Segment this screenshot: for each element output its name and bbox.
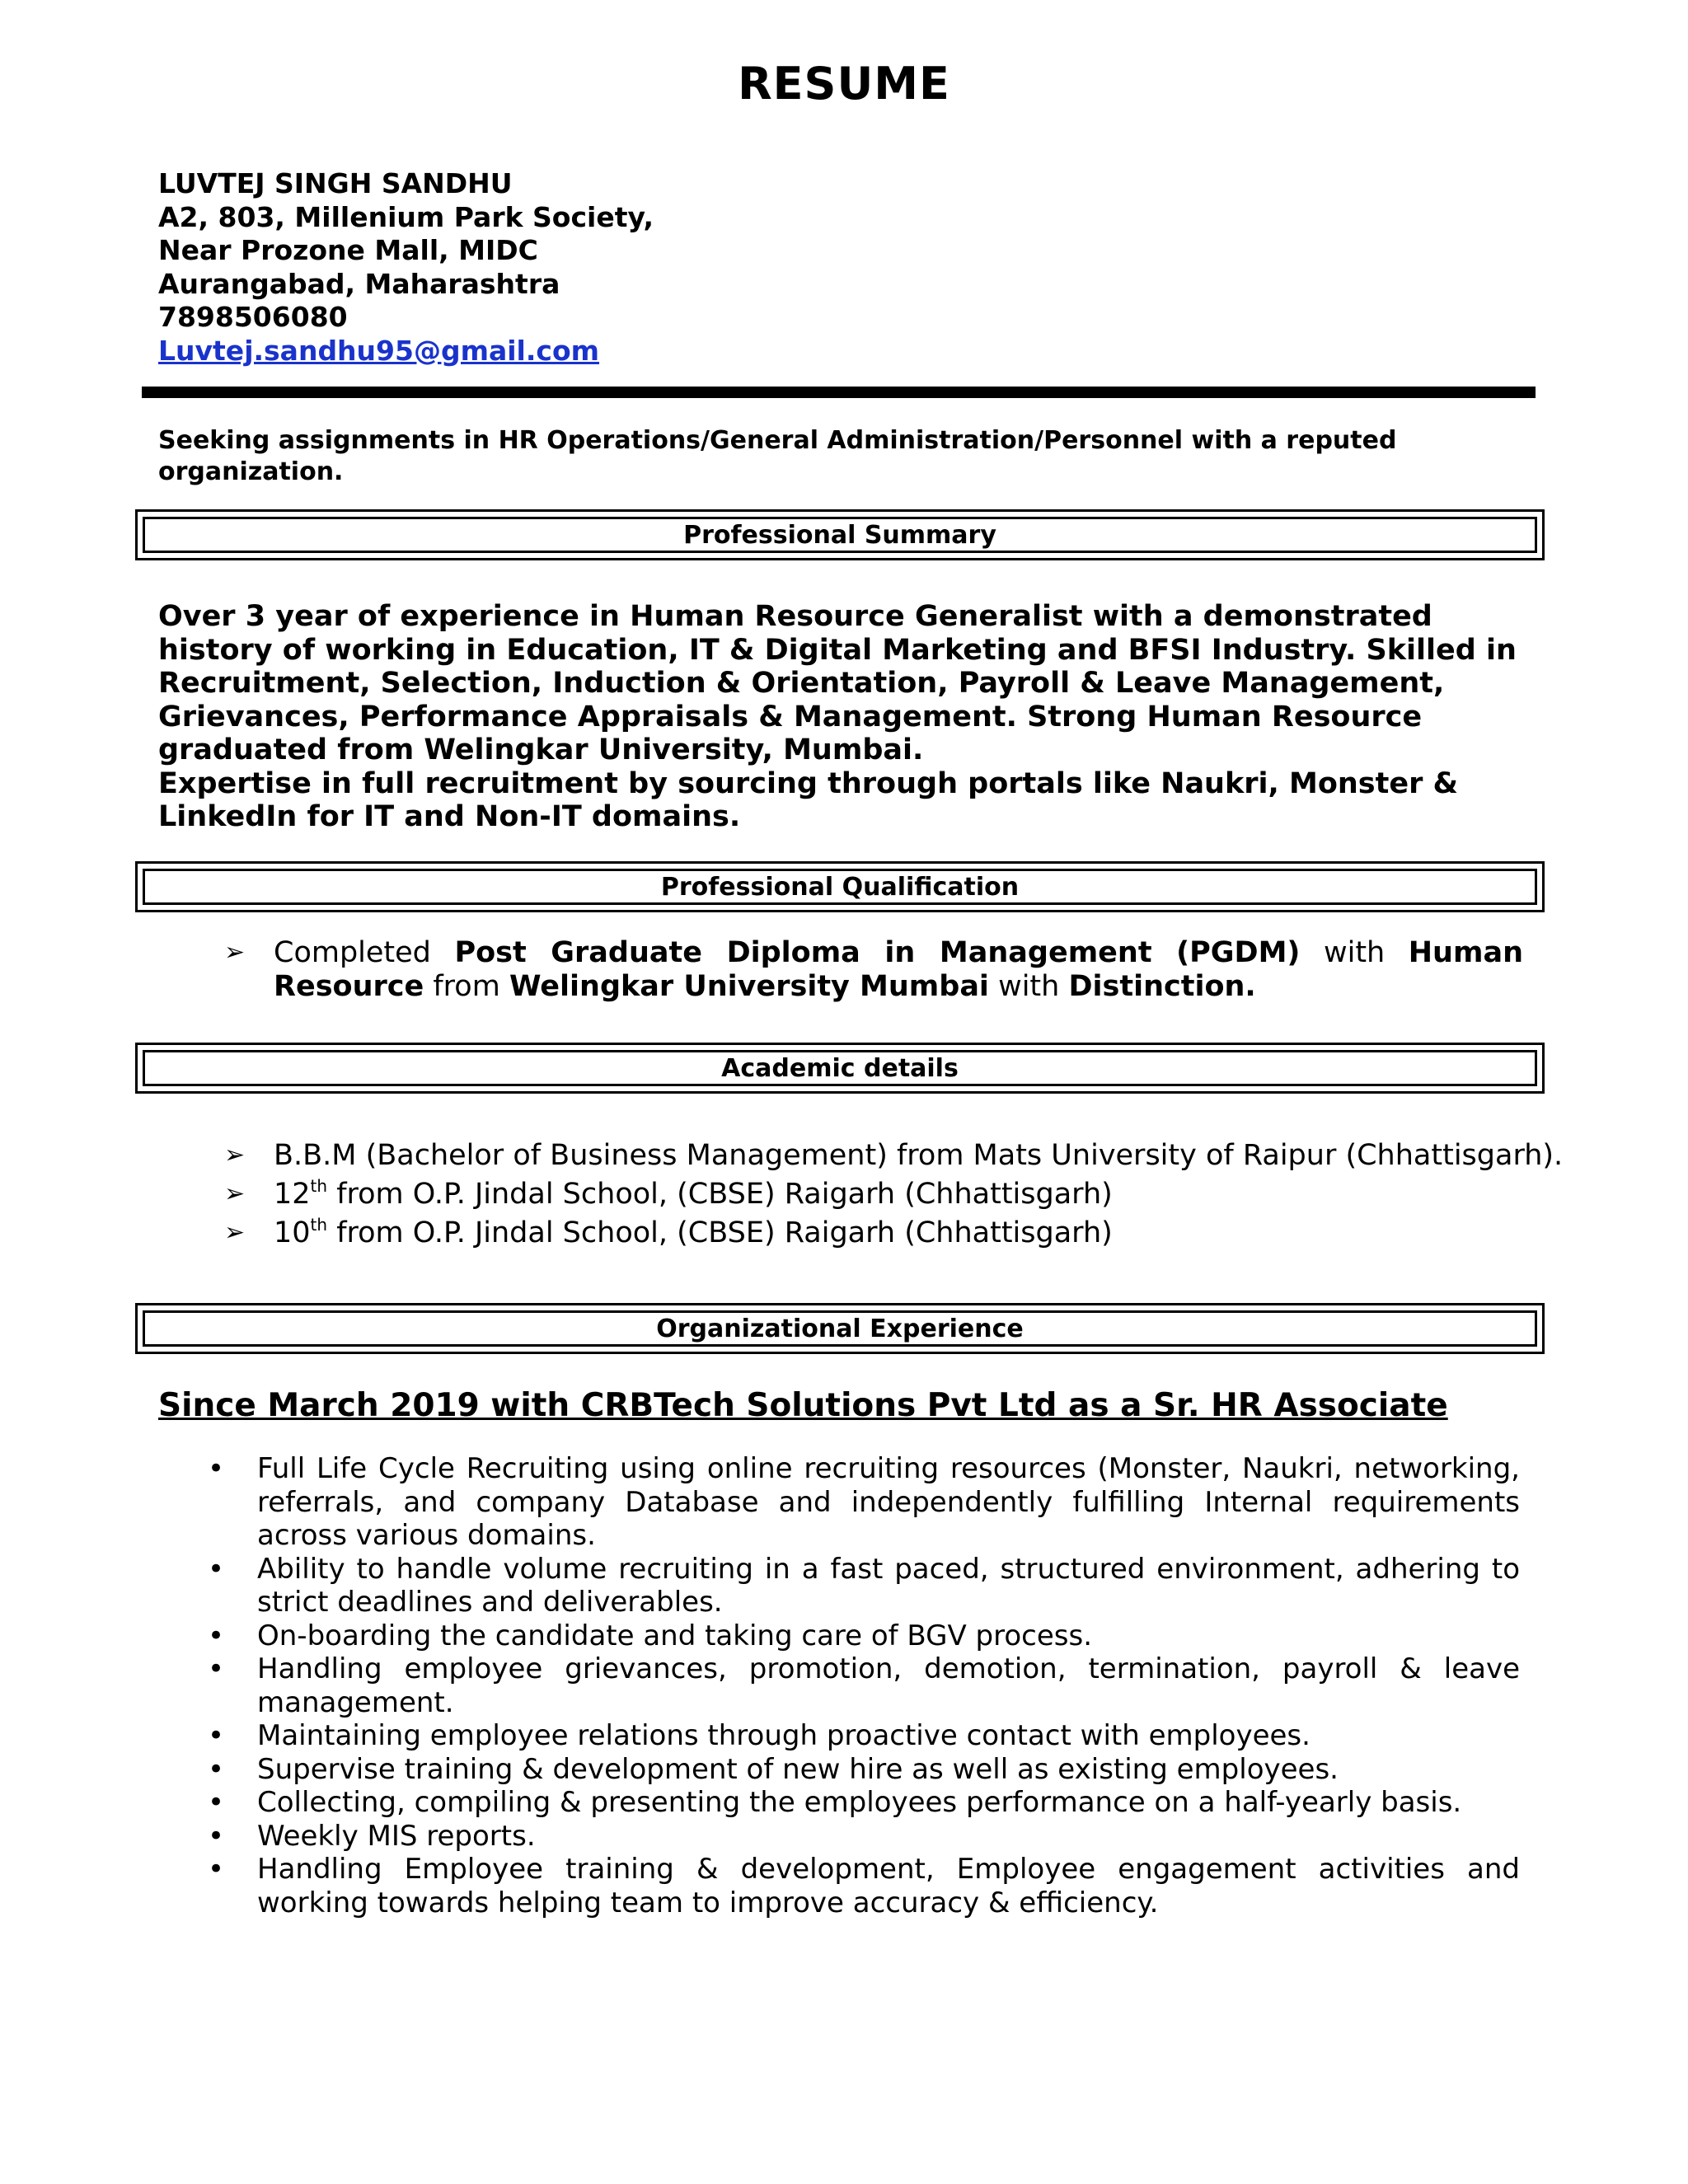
academic-item: ➢ B.B.M (Bachelor of Business Management) from Mats University of Raipur (Chhattisgarh). xyxy=(224,1139,1564,1172)
duty-item: • Full Life Cycle Recruiting using online recruiting resources (Monster, Naukri, networking, referrals, and company Database and independently fulfilling Internal requirements across various domains. xyxy=(208,1452,1520,1552)
address-line-2: Near Prozone Mall, MIDC xyxy=(158,234,538,266)
job-duties-list xyxy=(208,1452,1520,1919)
arrow-bullet-icon: ➢ xyxy=(224,1141,246,1169)
bullet-icon: • xyxy=(208,1819,225,1853)
phone-number: 7898506080 xyxy=(158,301,348,333)
bullet-icon: • xyxy=(208,1452,225,1485)
header-divider xyxy=(142,387,1536,398)
duty-item: • Ability to handle volume recruiting in a fast paced, structured environment, adhering to strict deadlines and deliverables. xyxy=(208,1552,1520,1619)
qualification-item: ➢ Completed Post Graduate Diploma in Management (PGDM) with Human Resource from Welingkar University Mumbai with Distinction. xyxy=(224,936,1523,1003)
bullet-icon: • xyxy=(208,1752,225,1786)
bullet-icon: • xyxy=(208,1552,225,1586)
section-heading-summary: Professional Summary xyxy=(143,517,1537,553)
section-header-summary xyxy=(135,509,1545,560)
candidate-name: LUVTEJ SINGH SANDHU xyxy=(158,167,513,199)
duty-item: • Handling employee grievances, promotion, demotion, termination, payroll & leave management. xyxy=(208,1652,1520,1719)
section-heading-academic: Academic details xyxy=(143,1050,1537,1086)
academic-list xyxy=(224,1139,1564,1255)
duty-item: • Supervise training & development of new hire as well as existing employees. xyxy=(208,1752,1339,1786)
career-objective: Seeking assignments in HR Operations/General Administration/Personnel with a reputed organization. xyxy=(158,426,1397,486)
academic-item: ➢ 10th from O.P. Jindal School, (CBSE) Raigarh (Chhattisgarh) xyxy=(224,1215,1113,1249)
section-header-qualification xyxy=(135,861,1545,912)
academic-item: ➢ 12th from O.P. Jindal School, (CBSE) Raigarh (Chhattisgarh) xyxy=(224,1176,1113,1211)
arrow-bullet-icon: ➢ xyxy=(224,938,246,967)
contact-block xyxy=(158,167,654,368)
section-header-academic xyxy=(135,1043,1545,1094)
section-header-experience xyxy=(135,1303,1545,1354)
duty-item: • Collecting, compiling & presenting the employees performance on a half-yearly basis. xyxy=(208,1786,1462,1819)
duty-item: • Handling Employee training & development, Employee engagement activities and working towards helping team to improve accuracy & efficiency. xyxy=(208,1853,1520,1919)
job-title: Since March 2019 with CRBTech Solutions Pvt Ltd as a Sr. HR Associate xyxy=(158,1387,1448,1424)
professional-summary xyxy=(158,600,1543,834)
bullet-icon: • xyxy=(208,1786,225,1819)
duty-item: • Weekly MIS reports. xyxy=(208,1819,536,1853)
section-heading-qualification: Professional Qualification xyxy=(143,869,1537,905)
bullet-icon: • xyxy=(208,1719,225,1752)
address-line-3: Aurangabad, Maharashtra xyxy=(158,267,560,300)
resume-title: RESUME xyxy=(738,58,950,110)
qualification-list xyxy=(224,936,1523,1003)
summary-paragraph-2: Expertise in full recruitment by sourcing through portals like Naukri, Monster & LinkedIn for IT and Non-IT domains. xyxy=(158,766,1459,833)
arrow-bullet-icon: ➢ xyxy=(224,1218,246,1247)
arrow-bullet-icon: ➢ xyxy=(224,1179,246,1208)
email-link[interactable]: Luvtej.sandhu95@gmail.com xyxy=(158,334,600,367)
duty-item: • On-boarding the candidate and taking care of BGV process. xyxy=(208,1619,1093,1652)
section-heading-experience: Organizational Experience xyxy=(143,1310,1537,1347)
bullet-icon: • xyxy=(208,1619,225,1652)
bullet-icon: • xyxy=(208,1652,225,1685)
address-line-1: A2, 803, Millenium Park Society, xyxy=(158,200,654,233)
bullet-icon: • xyxy=(208,1853,225,1886)
summary-paragraph-1: Over 3 year of experience in Human Resource Generalist with a demonstrated history of working in Education, IT & Digital Marketing and BFSI Industry. Skilled in Recruitment, Selection, Induction & Orientation, Payroll & Leave Management, Grievances, Performance Appraisals & Management. Strong Human Resource graduated from Welingkar University, Mumbai. xyxy=(158,600,1517,766)
duty-item: • Maintaining employee relations through proactive contact with employees. xyxy=(208,1719,1311,1752)
